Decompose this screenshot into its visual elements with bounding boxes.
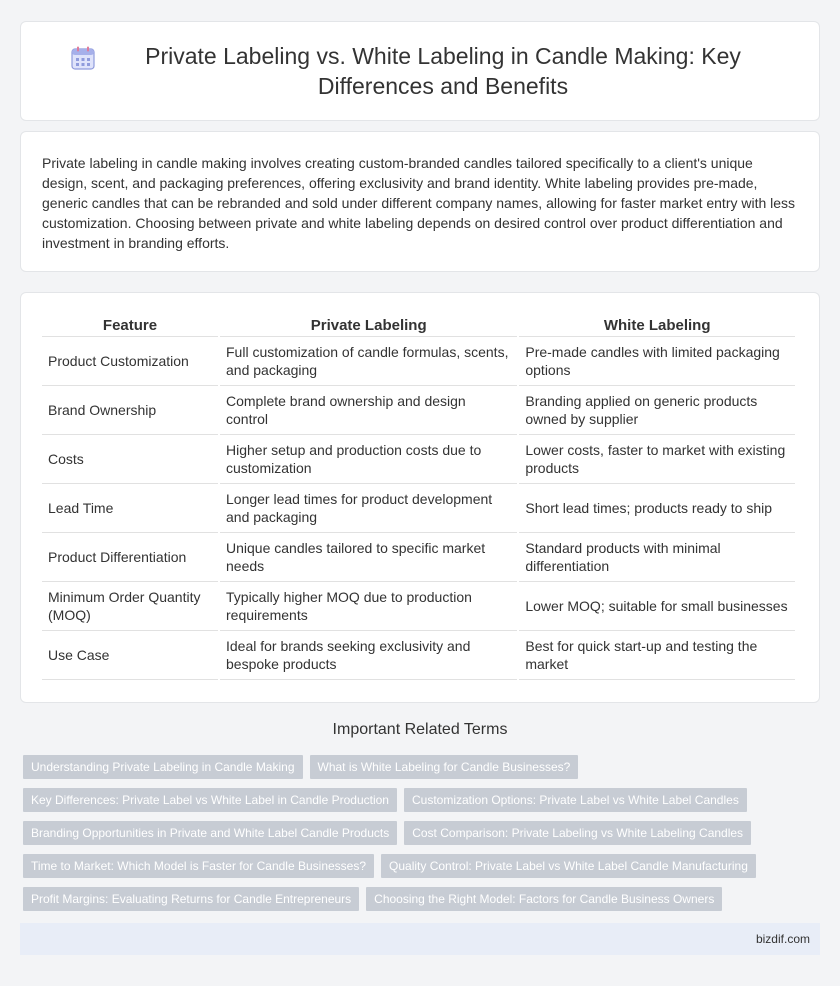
tag-row bbox=[23, 887, 813, 911]
related-term-link[interactable]: Profit Margins: Evaluating Returns for Candle Entrepreneurs bbox=[23, 887, 359, 911]
header-card bbox=[20, 21, 820, 121]
table-row bbox=[42, 631, 795, 680]
related-term-link[interactable]: Customization Options: Private Label vs White Label Candles bbox=[404, 788, 747, 812]
related-term-link[interactable]: Understanding Private Labeling in Candle Making bbox=[23, 755, 303, 779]
table-cell: Typically higher MOQ due to production requirements bbox=[220, 582, 517, 631]
comparison-table bbox=[40, 313, 797, 680]
table-cell: Costs bbox=[42, 435, 218, 484]
table-cell: Higher setup and production costs due to customization bbox=[220, 435, 517, 484]
column-header: Feature bbox=[42, 313, 218, 337]
related-term-link[interactable]: Cost Comparison: Private Labeling vs White Labeling Candles bbox=[404, 821, 751, 845]
table-row bbox=[42, 386, 795, 435]
related-term-link[interactable]: Quality Control: Private Label vs White Label Candle Manufacturing bbox=[381, 854, 756, 878]
tag-row bbox=[23, 821, 813, 845]
table-cell: Full customization of candle formulas, scents, and packaging bbox=[220, 337, 517, 386]
intro-card bbox=[20, 131, 820, 272]
table-cell: Standard products with minimal differentiation bbox=[519, 533, 795, 582]
related-term-link[interactable]: Branding Opportunities in Private and White Label Candle Products bbox=[23, 821, 397, 845]
table-header-row bbox=[42, 313, 795, 337]
calendar-icon bbox=[70, 45, 96, 71]
related-term-link[interactable]: Choosing the Right Model: Factors for Candle Business Owners bbox=[366, 887, 722, 911]
table-row bbox=[42, 533, 795, 582]
table-cell: Use Case bbox=[42, 631, 218, 680]
related-term-link[interactable]: Time to Market: Which Model is Faster for Candle Businesses? bbox=[23, 854, 374, 878]
table-cell: Product Differentiation bbox=[42, 533, 218, 582]
table-cell: Longer lead times for product development and packaging bbox=[220, 484, 517, 533]
table-cell: Unique candles tailored to specific market needs bbox=[220, 533, 517, 582]
table-cell: Brand Ownership bbox=[42, 386, 218, 435]
tag-row bbox=[23, 854, 813, 878]
footer-site[interactable]: bizdif.com bbox=[755, 932, 810, 946]
related-term-link[interactable]: Key Differences: Private Label vs White Label in Candle Production bbox=[23, 788, 397, 812]
table-cell: Complete brand ownership and design control bbox=[220, 386, 517, 435]
related-terms-title: Important Related Terms bbox=[332, 721, 508, 738]
table-cell: Lower MOQ; suitable for small businesses bbox=[519, 582, 795, 631]
column-header: White Labeling bbox=[519, 313, 795, 337]
table-cell: Lower costs, faster to market with existing products bbox=[519, 435, 795, 484]
table-cell: Best for quick start-up and testing the market bbox=[519, 631, 795, 680]
table-cell: Ideal for brands seeking exclusivity and bespoke products bbox=[220, 631, 517, 680]
table-cell: Branding applied on generic products owned by supplier bbox=[519, 386, 795, 435]
intro-text: Private labeling in candle making involves creating custom-branded candles tailored specifically to a client's unique design, scent, and packaging preferences, offering exclusivity and brand identity. White labeling provides pre-made, generic candles that can be rebranded and sold under different company names, allowing for faster market entry with less customization. Choosing between private and white labeling depends on desired control over product differentiation and investment in branding efforts. bbox=[42, 155, 796, 251]
column-header: Private Labeling bbox=[220, 313, 517, 337]
table-cell: Product Customization bbox=[42, 337, 218, 386]
footer bbox=[20, 923, 820, 955]
related-terms-list bbox=[23, 755, 813, 920]
page-title: Private Labeling vs. White Labeling in Candle Making: Key Differences and Benefits bbox=[145, 43, 741, 99]
tag-row bbox=[23, 788, 813, 812]
table-cell: Pre-made candles with limited packaging options bbox=[519, 337, 795, 386]
table-row bbox=[42, 582, 795, 631]
table-cell: Minimum Order Quantity (MOQ) bbox=[42, 582, 218, 631]
related-term-link[interactable]: What is White Labeling for Candle Businesses? bbox=[310, 755, 579, 779]
table-row bbox=[42, 337, 795, 386]
table-row bbox=[42, 435, 795, 484]
table-cell: Lead Time bbox=[42, 484, 218, 533]
table-cell: Short lead times; products ready to ship bbox=[519, 484, 795, 533]
table-row bbox=[42, 484, 795, 533]
tag-row bbox=[23, 755, 813, 779]
comparison-card bbox=[20, 292, 820, 703]
